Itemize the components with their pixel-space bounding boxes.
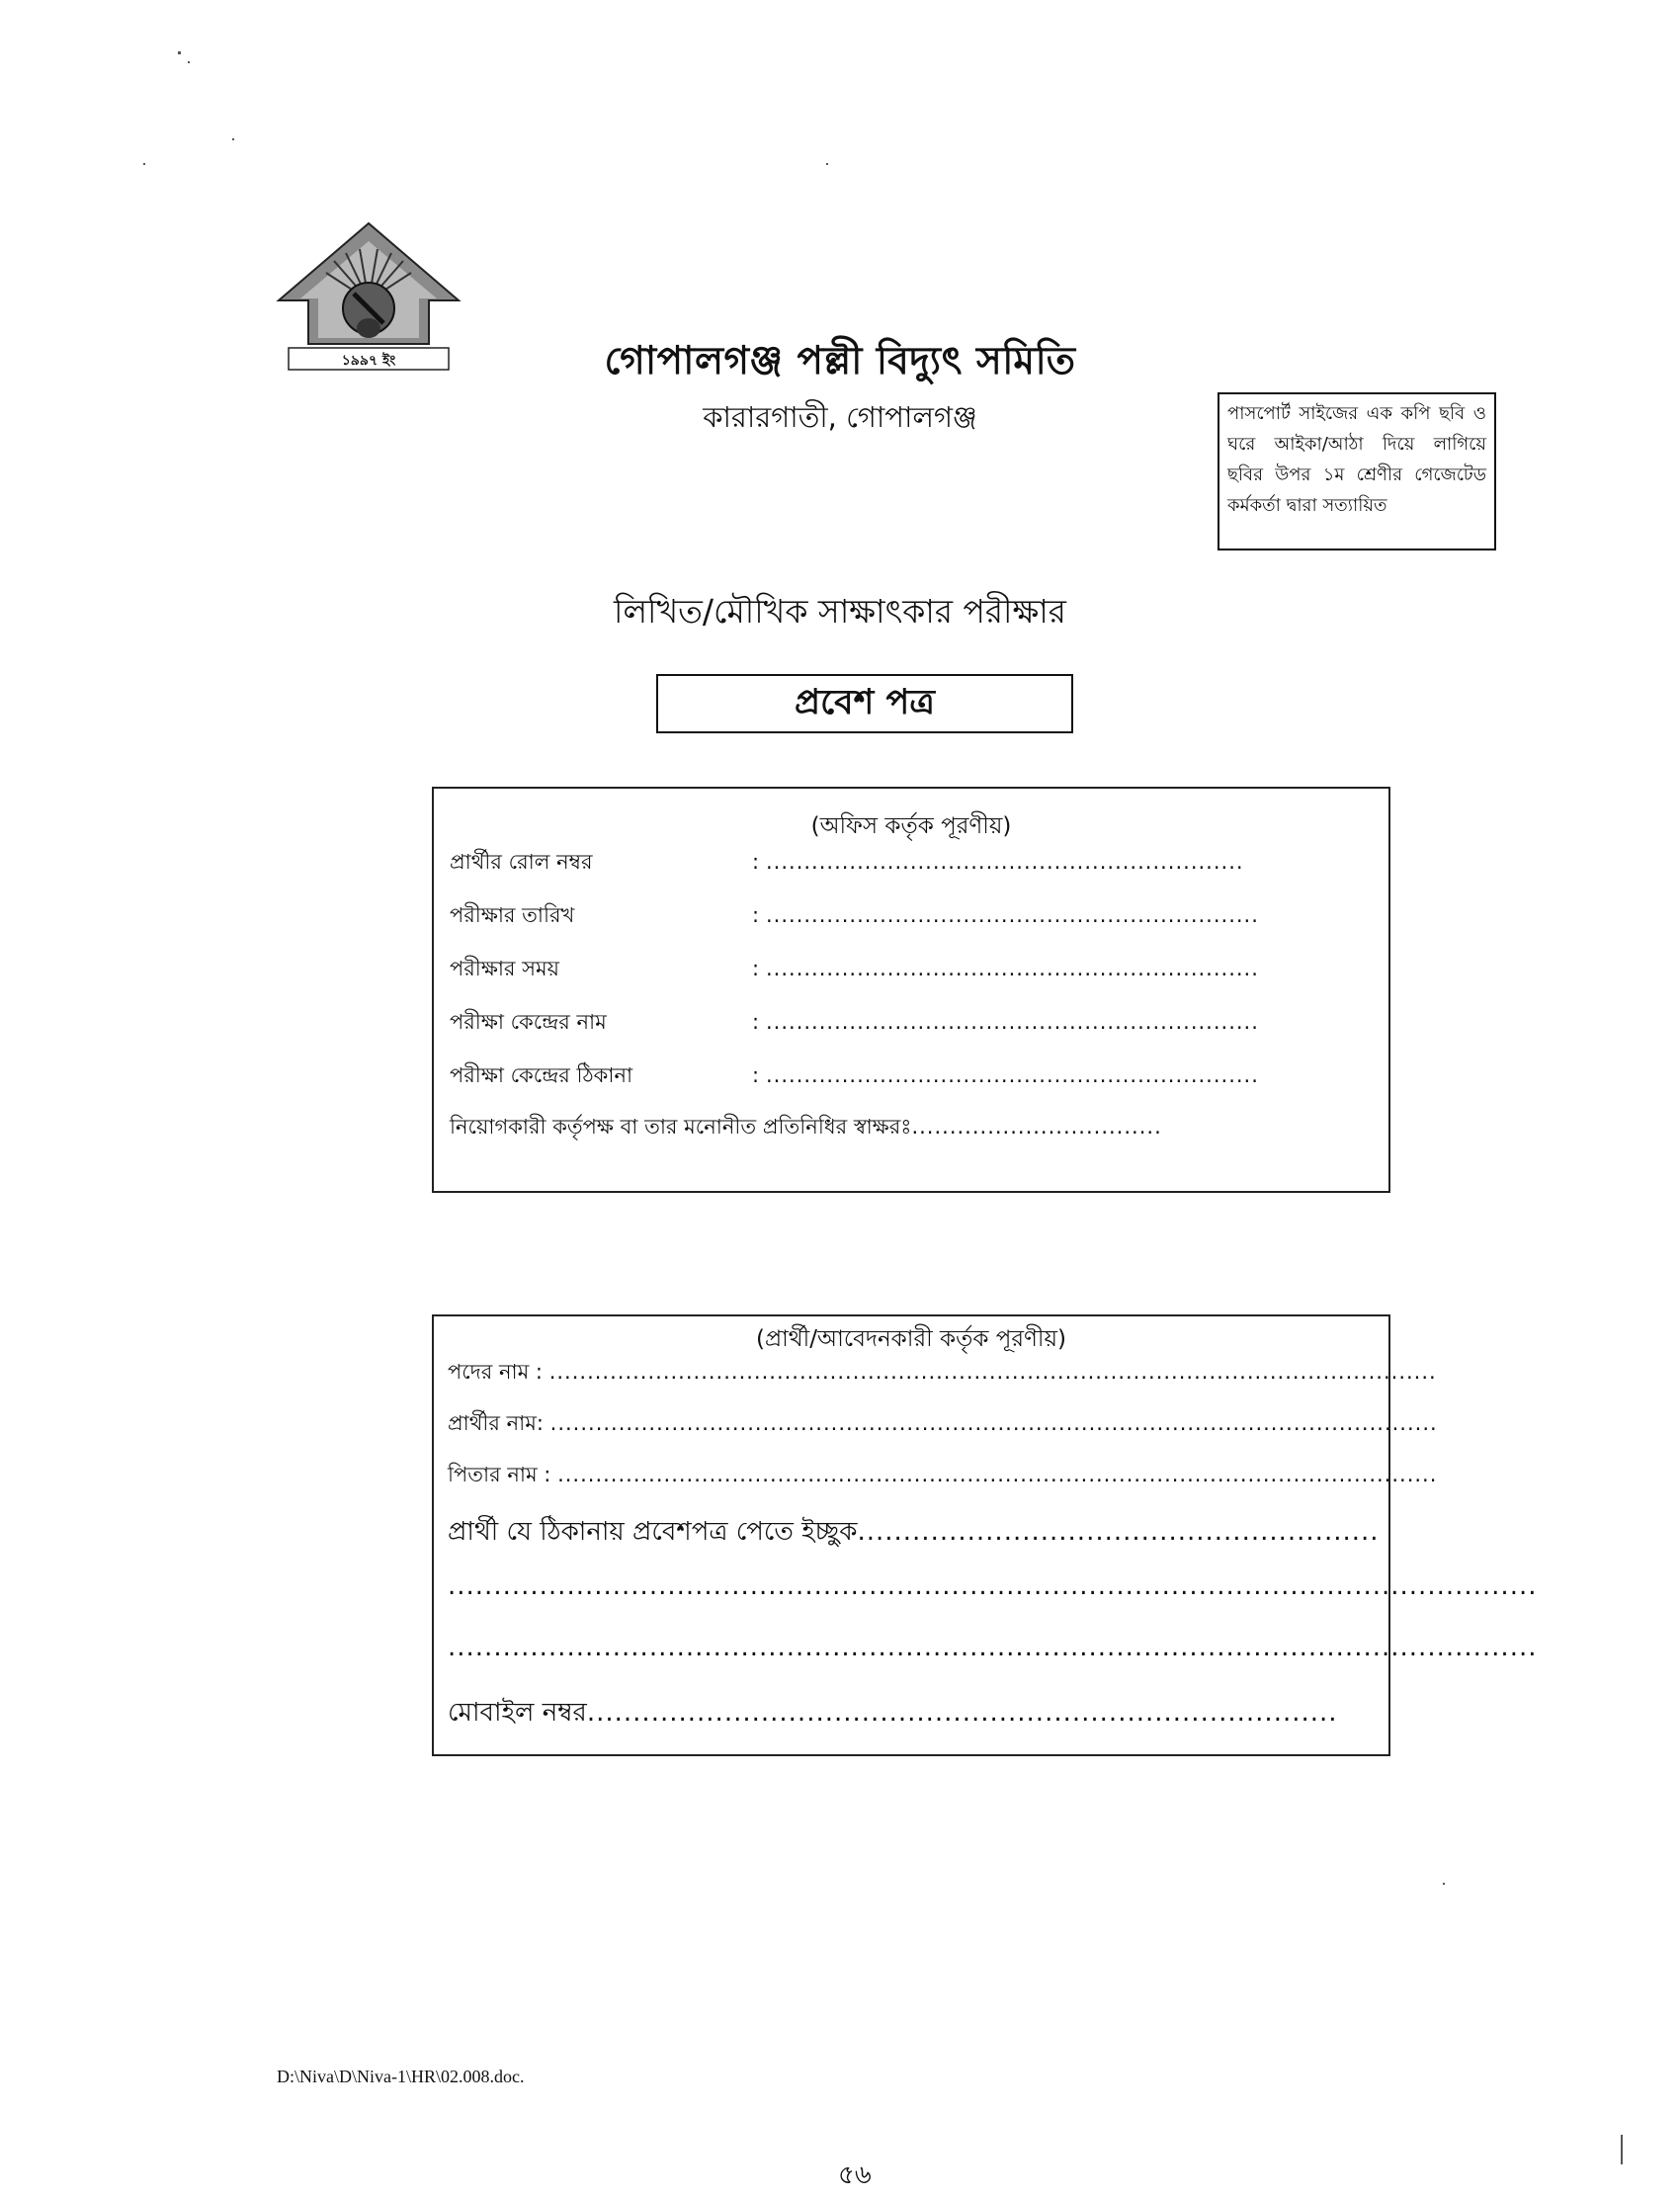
father-name-dots: .................................................................................................................... bbox=[557, 1463, 1438, 1486]
office-section-heading: (অফিস কর্তৃক পূরণীয়) bbox=[810, 813, 1012, 839]
field-dots: ................................................................. bbox=[766, 1063, 1259, 1087]
scan-speck bbox=[1443, 1883, 1445, 1885]
candidate-section bbox=[432, 1314, 1538, 1756]
field-post-name[interactable] bbox=[448, 1356, 1437, 1391]
mobile-label: মোবাইল নম্বর bbox=[448, 1698, 587, 1728]
org-address: কারারগাতী, গোপালগঞ্জ bbox=[703, 400, 977, 434]
scan-speck bbox=[826, 163, 828, 165]
field-label: পরীক্ষা কেন্দ্রের ঠিকানা bbox=[450, 1063, 633, 1087]
field-candidate-name[interactable] bbox=[448, 1407, 1438, 1442]
field-label: পরীক্ষার সময় bbox=[450, 957, 560, 980]
org-name: গোপালগঞ্জ পল্লী বিদ্যুৎ সমিতি bbox=[604, 339, 1076, 383]
exam-title: লিখিত/মৌখিক সাক্ষাৎকার পরীক্ষার bbox=[614, 592, 1066, 631]
field-label: পরীক্ষা কেন্দ্রের নাম bbox=[450, 1010, 607, 1034]
scan-speck bbox=[188, 61, 190, 63]
field-dots: ............................................................... bbox=[766, 850, 1244, 874]
field-address-line-3[interactable] bbox=[448, 1633, 1538, 1662]
field-roll-number[interactable] bbox=[450, 846, 1349, 881]
field-mailing-address[interactable] bbox=[448, 1511, 1380, 1555]
scan-speck bbox=[1621, 2135, 1623, 2164]
office-section bbox=[432, 787, 1390, 1193]
address-label: প্রার্থী যে ঠিকানায় প্রবেশপত্র পেতে ইচ্ছুক bbox=[448, 1517, 858, 1547]
field-father-name[interactable] bbox=[448, 1459, 1438, 1493]
candidate-name-label: প্রার্থীর নাম: bbox=[448, 1411, 544, 1435]
signature-dots: ................................. bbox=[911, 1115, 1162, 1139]
field-center-address[interactable] bbox=[450, 1059, 1349, 1094]
admit-card-label: প্রবেশ পত্র bbox=[794, 682, 936, 722]
photo-instruction-text: পাসপোর্ট সাইজের এক কপি ছবি ও ঘরে আইকা/আঠা দিয়ে লাগিয়ে ছবির উপর ১ম শ্রেণীর গেজেটেড কর্মকর্তা দ্বারা সত্যায়িত bbox=[1227, 403, 1486, 516]
scan-speck bbox=[232, 138, 234, 140]
candidate-section-heading: (প্রার্থী/আবেদনকারী কর্তৃক পূরণীয়) bbox=[755, 1326, 1067, 1352]
field-label: প্রার্থীর রোল নম্বর bbox=[450, 850, 593, 874]
admit-card-title bbox=[656, 674, 1073, 733]
field-authority-signature[interactable] bbox=[450, 1111, 1349, 1145]
field-address-line-2[interactable] bbox=[448, 1571, 1538, 1601]
field-label: পরীক্ষার তারিখ bbox=[450, 903, 575, 927]
post-label: পদের নাম : bbox=[448, 1360, 543, 1384]
field-mobile-number[interactable] bbox=[448, 1692, 1343, 1735]
address-line-2-dots: ....................................................................................................................... bbox=[448, 1571, 1538, 1601]
scan-speck bbox=[143, 163, 145, 165]
scan-speck bbox=[178, 51, 181, 54]
field-dots: ................................................................. bbox=[766, 957, 1259, 980]
footer-file-path: D:\Niva\D\Niva-1\HR\02.008.doc. bbox=[277, 2067, 525, 2086]
field-colon: : bbox=[752, 957, 760, 980]
field-colon: : bbox=[752, 1010, 760, 1034]
field-colon: : bbox=[752, 850, 760, 874]
field-dots: ................................................................. bbox=[766, 1010, 1259, 1034]
field-dots: ................................................................. bbox=[766, 903, 1259, 927]
field-colon: : bbox=[752, 1063, 760, 1087]
mobile-dots: .................................................................................. bbox=[586, 1698, 1338, 1728]
address-line-3-dots: ....................................................................................................................... bbox=[448, 1633, 1538, 1662]
photo-instruction-box bbox=[1218, 392, 1496, 550]
field-exam-date[interactable] bbox=[450, 899, 1349, 934]
father-name-label: পিতার নাম : bbox=[448, 1463, 551, 1486]
candidate-name-dots: ..................................................................................................................... bbox=[549, 1411, 1438, 1435]
signature-label: নিয়োগকারী কর্তৃপক্ষ বা তার মনোনীত প্রতিনিধির স্বাক্ষরঃ bbox=[450, 1115, 912, 1139]
logo-year-text: ১৯৯৭ ইং bbox=[341, 353, 396, 369]
page-number: ৫৬ bbox=[838, 2160, 872, 2190]
field-center-name[interactable] bbox=[450, 1006, 1349, 1041]
address-dots: ......................................................... bbox=[857, 1517, 1380, 1547]
post-dots: ..................................................................................................................... bbox=[548, 1360, 1437, 1384]
field-exam-time[interactable] bbox=[450, 953, 1349, 987]
field-colon: : bbox=[752, 903, 760, 927]
